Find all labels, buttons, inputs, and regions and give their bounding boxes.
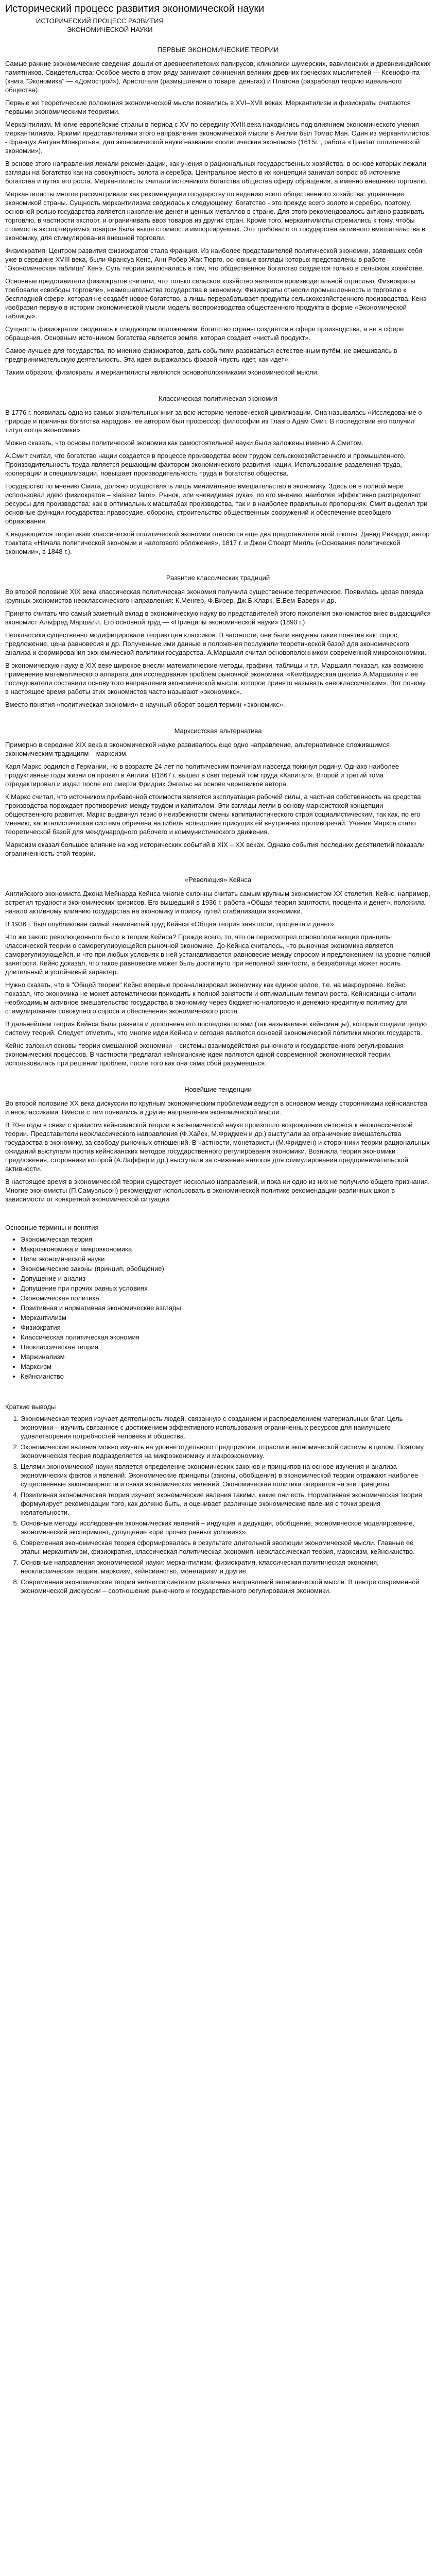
paragraph: А.Смит считал, что богатство нации создается в процессе производства всем трудом сельскохозяйственного и промышленного. Производительность труда является решающим фактором экономического развития нации. Использование разделения труда, кооперации и специализации, повышает производительность труда и богатство общества.: [5, 452, 406, 477]
list-item: • Позитивная и нормативная экономические взгляды: [21, 1303, 431, 1312]
paragraph: Английского экономиста Джона Мейнарда Кейнса многие склонны считать самым крупным экономистом XX столетия. Кейнс, например, встретил трудности экономических кризисов. Его вышедший в 1936 г. работа «Общая теория занятости, процента и денег», положила начало активному влиянию государства на экономику и поиску путей стабилизации экономики.: [5, 890, 430, 915]
section-classical-traditions: [5, 587, 431, 709]
list-item: • Неоклассическая теория: [21, 1343, 431, 1351]
page-subtitle-2: ЭКОНОМИЧЕСКОЙ НАУКИ: [67, 26, 153, 33]
list-item: • Допущение и анализ: [21, 1274, 431, 1283]
conclusions-heading: Краткие выводы: [5, 1403, 56, 1411]
paragraph: В настоящее время в экономической теории существует несколько направлений, и пока ни одно из них не получило общего признания. Многие экономисты (П.Самуэльсон) рекомендуют использовать в экономической политике рекомендации различных школ в зависимости от конкретной экономической ситуации.: [5, 1178, 430, 1203]
terms-list: [5, 1235, 431, 1381]
paragraph: Меркантилисты многое рассматривали как рекомендации государству по ведению всего общественного хозяйства: управление экономикой страны. Сущность меркантилизма сводилась к следующему: богатство - это прежде всего золото и серебро, поэтому, основной ролью государства является накопление денег и ценных металлов в стране. Для этого рекомендовалось активно развивать торговлю, в частности экспорт, и ограничивать ввоз товаров из других стран. Кроме того, меркантилисты стремились к тому, чтобы стоимость экспортируемых товаров была выше стоимости импортируемых. Это требовало от государства активного вмешательства в экономику, для стимулирования внешней торговли.: [5, 190, 426, 242]
paragraph: Кейнс заложил основы теории смешанной экономики – системы взаимодействия рыночного и государственного регулирования экономических процессов. В частности предлагал кейнсианские идеи являются одной современной экономической теории, использовалась при решении проблем, после того как она сама сбой разумеешься.: [5, 1042, 404, 1067]
paragraph: В основе этого направления лежали рекомендации, как учения о рациональных государственных хозяйства, в основе которых лежали взгляды на богатство как на совокупность золота и серебра. Центральное место в их концепции занимал вопрос об источнике богатства и путях его роста. Меркантилисты считали источником богатства общества сферу обращения, а именно внешнюю торговлю.: [5, 160, 428, 185]
terms-heading: Основные термины и понятия: [5, 1224, 99, 1231]
section-heading-recent-trends: Новейшие тенденции: [184, 1086, 252, 1093]
paragraph: Основные представители физиократов считали, что только сельское хозяйство является производительной отраслью. Физиократы требовали «свободы торговли», невмешательства государства в экономику. Физиократы отнесли промышленность и торговлю к бесплодной сфере, которая не создаёт новое богатство, а лишь перерабатывает продукты сельскохозяйственного производства. Кенэ изобразил первую в истории экономической мысли модель воспроизводства общественного продукта в форме «Экономической таблицы».: [5, 277, 427, 320]
section-marxism: [5, 740, 431, 858]
spacer: [5, 1208, 431, 1223]
list-item: 1. Экономическая теория изучает деятельность людей, связанную с созданием и распределением материальных благ. Цель экономики – изучить связанное с достижением эффективного использования ограниченных ресурсов для наилучшего удовлетворения потребностей человека и общества.: [21, 1414, 431, 1440]
section-heading-marxism: Марксистская альтернатива: [174, 727, 262, 735]
paragraph: Принято считать что самый заметный вклад в экономическую науку во представителей этого поколения экономистов внес выдающийся экономист Альфред Маршалл. Его основной труд — «Принципы экономической науки» (1890 г.): [5, 609, 431, 626]
section-heading-classical: Классическая политическая экономия: [159, 395, 277, 402]
list-item: 7. Основные направления экономической науки: меркантилизм, физиократия, классическая политическая экономия, неоклассическая теория, марксизм, кейнсианство, монетаризм и другие.: [21, 1558, 431, 1575]
paragraph: Вместо понятия «политическая экономия» в научный оборот вошел термин «экономикс».: [5, 701, 285, 708]
conclusions-list: [5, 1414, 431, 1595]
paragraph: К.Маркс считал, что источником прибавочной стоимости является эксплуатация рабочей силы, а частная собственность на средства производства порождает противоречия между трудом и капиталом. Эти взгляды легли в основу марксистской концепции общественного развития. Маркс выдвинул тезис о неизбежности смены капиталистического строя социалистическим, так как, по его мнению, капиталистическая система обречена на гибель вследствие присущих ей внутренних противоречий. Учение Маркса стало теоретической базой для международного рабочего и коммунистического движения.: [5, 793, 421, 836]
paragraph: Меркантилизм. Многие европейские страны в период с XV по середину XVIII века находились под влиянием экономического учения меркантилизма. Яркими представителями этого направления экономической мысли в Англии был Томас Ман. Один из меркантилистов - француз Антуан Монкретьен, дал экономической науке название «политическая экономия» (1615г. , работа «Трактат политической экономии»).: [5, 121, 429, 155]
list-item: • Физиократия: [21, 1323, 431, 1332]
paragraph: В 1776 г. появилась одна из самых значительных книг за всю историю человеческой цивилизации. Она называлась «Исследование о природе и причинах богатства народов», её автором был профессор философии из Глазго Адам Смит. В последствии его получил титул «отца экономики».: [5, 409, 422, 434]
paragraph: Марксизм оказал большое влияние на ход исторических событий в XIX – XX веках. Однако события последних десятилетий показали ограниченность этой теории.: [5, 841, 425, 857]
paragraph: В 70-е годы в связи с кризисом кейнсианской теории в экономической науке произошло возрождение интереса к неоклассической теории. Представители неоклассического направления (Ф.Хайек, М.Фридмен и др.) выступали за ограничение вмешательства государства в экономику, за свободу рыночных отношений. В частности, монетаристы (М.Фридмен) и сторонники теории рациональных ожиданий выступали против кейнсианских методов государственного регулирования экономики. Возникла теория экономики предложения, сторонники которой (А.Лаффер и др.) выступали за снижение налогов для стимулирования предпринимательской активности.: [5, 1121, 430, 1173]
list-item: 5. Основные методы исследования экономических явлений – индукция и дедукция, обобщение, экономическое моделирование, экономический эксперимент, допущение «при прочих равных условиях».: [21, 1519, 431, 1536]
section-heading-keynes: «Революция» Кейнса: [184, 876, 252, 884]
paragraph: В экономическую науку в XIX веке широкое внесли математические методы, графики, таблицы и т.п. Маршалл показал, как возможно применение математического аппарата для исследования проблем рыночной экономики. «Кембриджская школа» А.Маршалла и ее последователи составили основу того направления экономической мысли, которое принято называть «неоклассическим». Вот почему в настоящее время работы этих экономистов часто называют «экономикс».: [5, 662, 426, 696]
paragraph: К выдающимся теоретикам классической политической экономии относятся еще два представителя этой школы: Давид Рикардо, автор трактата «Начала политической экономии и налогового обложения», 1817 г. и Джон Стюарт Милль («Основания политической экономии», в 1848 г.).: [5, 530, 430, 555]
paragraph: Что же такого революционного было в теории Кейнса? Прежде всего, то, что он пересмотрел основополагающие принципы классической теории о саморегулирующейся рыночной экономике. До Кейнса считалось, что рыночная экономика является саморегулирующейся, и что при любых условиях в ней устанавливается равновесие между спросом и предложением на уровне полной занятости. Кейнс доказал, что такое равновесие может быть достигнуто при неполной занятости, а безработица может носить длительный и устойчивый характер.: [5, 933, 431, 976]
section-heading-classical-traditions: Развитие классических традиций: [166, 574, 270, 582]
paragraph: В 1936 г. был опубликован самый знаменитый труд Кейнса «Общая теория занятости, процента и денег».: [5, 920, 336, 928]
paragraph: Самое лучшее для государства, по мнению физиократов, дать событиям развиваться естественным путём, не вмешиваясь в предпринимательскую деятельность. Эта идея выражалась фразой «пусть идет, как идет».: [5, 347, 397, 363]
paragraph: Во второй половине XIX века классическая политическая экономия получила существенное теоретическое. Появилась целая плеяда крупных экономистов неоклассического направления: К.Менгер, Ф.Визер, Дж.Б.Кларк, Е.Бем-Баверк и др.: [5, 588, 424, 604]
section-classical: [5, 408, 431, 556]
list-item: • Макроэкономика и микроэкономика: [21, 1245, 431, 1253]
section-recent-trends: [5, 1099, 431, 1204]
list-item: • Кейнсианство: [21, 1372, 431, 1381]
list-item: 8. Современная экономическая теория является синтезом различных направлений экономической мысли. В центре современной экономической дискуссии – соотношение рыночного и государственного регулирования экономики.: [21, 1578, 431, 1595]
list-item: • Цели экономической науки: [21, 1255, 431, 1263]
list-item: • Допущение при прочих равных условиях: [21, 1284, 431, 1293]
paragraph: Неоклассики существенно модифицировали теорию цен классиков. В частности, они были введены такие понятия как: спрос, предложение, цена равновесия и др. Полученные ими данные и положения послужили теоретической базой для экономического анализа и формирования экономической политики государства. А.Маршалл считал основоположником современной микроэкономики.: [5, 631, 426, 656]
list-item: • Экономическая теория: [21, 1235, 431, 1244]
paragraph: Карл Маркс родился в Германии, но в возрасте 24 лет по политическим причинам навсегда покинул родину. Однако наиболее продуктивные годы жизни он провел в Англии. В1867 г. вышел в свет первый том труда «Капитал». Второй и третий тома отредактировал и издал после его смерти Фридрих Энгельс на основе черновиков автора.: [5, 762, 399, 788]
list-item: 3. Целями экономической науки является определение экономических законов и принципов на основе изучения и анализа экономических фактов и явлений. Экономические принципы (законы, обобщения) в экономической теории отражают наиболее существенные закономерности и связи экономических явлений. Экономическая политика опирается на эти принципы.: [21, 1462, 431, 1488]
paragraph: Таким образом, физиократы и меркантилисты являются основоположниками экономической мысли.: [5, 368, 319, 376]
section-heading-first-theories: ПЕРВЫЕ ЭКОНОМИЧЕСКИЕ ТЕОРИИ: [157, 46, 279, 54]
list-item: 2. Экономические явления можно изучать на уровне отдельного предприятия, отрасли и экономической системы в целом. Поэтому экономическая теория подразделяется на микроэкономику и макроэкономику.: [21, 1443, 431, 1460]
paragraph: Примерно в середине XIX века в экономической науке развивалось еще одно направление, альтернативное сложившимся экономическим традициям – марксизм.: [5, 741, 390, 757]
list-item: 4. Позитивная экономическая теория изучает экономические явления такими, какие они есть. Нормативная экономическая теория формулирует рекомендации того, как должно быть, и оценивает различные экономические явления с точки зрения желательности.: [21, 1490, 431, 1517]
paragraph: В дальнейшем теория Кейнса была развита и дополнена его последователями (так называемые кейнсианцы), которые создали целую систему теорий. Следует отметить, что многие идеи Кейнса и сегодня являются основой экономической политики многих государств.: [5, 1020, 427, 1037]
paragraph: Сущность физиократии сводилась к следующим положениям: богатство страны создаётся в сфере производства, а не в сфере обращения. Основным источником богатства является земля, которая создает «чистый продукт».: [5, 325, 404, 342]
paragraph: Государство по мнению Смита, должно осуществлять лишь минимальное вмешательство в экономику. Здесь он в полной мере использовал идею физиократов – «laissez faire». Рынок, или «невидимая рука», по его мнению, наиболее эффективно распределяет ресурсы для производства: как в оптимальных масштабах производства, так и в наиболее правильных пропорциях. Смит выделил три основные функции государства: правосудие, оборона, строительство общественных сооружений и обеспечение всеобщего образования.: [5, 482, 428, 525]
section-first-theories: [5, 59, 431, 377]
spacer: [5, 1387, 431, 1402]
paragraph: Во второй половине XX века дискуссии по крупным экономическим проблемам ведутся в основном между сторонниками кейнсианства и неоклассиками. Вместе с тем появились и другие направления экономической мысли.: [5, 1099, 427, 1116]
list-item: • Экономическая политика: [21, 1294, 431, 1302]
list-item: • Маржинализм: [21, 1352, 431, 1361]
paragraph: Первые же теоретические положения экономической мысли появились в XVI–XVII веках. Меркантилизм и физиократы считаются первыми экономическими теориями.: [5, 99, 411, 115]
list-item: 6. Современная экономическая теория сформировалась в результате длительной эволюции экономической мысли. Главные её этапы: меркантилизм, физиократия, классическая политическая экономия, неоклассическая теория, марксизм, кейнсианство.: [21, 1538, 431, 1556]
paragraph: Нужно сказать, что в "Общей теории" Кейнс впервые проанализировал экономику как единое целое, т.е. на макроуровне. Кейнс показал, что экономика не может автоматически приходить к полной занятости и оптимальным темпам роста. Кейнсианцы считали необходимым активное вмешательство государства в экономику через бюджетно-налоговую и денежно-кредитную политику для стимулирования совокупного спроса и обеспечения экономического роста.: [5, 981, 416, 1015]
list-item: • Экономические законы (принцип, обобщение): [21, 1264, 431, 1273]
list-item: • Меркантилизм: [21, 1313, 431, 1322]
page-subtitle-1: ИСТОРИЧЕСКИЙ ПРОЦЕСС РАЗВИТИЯ: [36, 17, 164, 25]
paragraph: Физиократия. Центром развития физиократов стала Франция. Из наиболее представителей политической экономии, заявивших себя уже в середине XVIII века, были Франсуа Кенэ, Анн Робер Жак Тюрго, основные взгляды которых представлены в работе "Экономическая таблица" Кенэ. Суть теории заключалась в том, что общественное богатство создаётся только в сельском хозяйстве.: [5, 247, 424, 272]
section-keynes: [5, 889, 431, 1067]
list-item: • Марксизм: [21, 1362, 431, 1371]
paragraph: Самые ранние экономические сведения дошли от древнеегипетских папирусов, клинописи шумерских, вавилонских и древнеиндийских памятников. Свидетельства: Особое место в этом ряду занимают сочинения великих древних греческих мыслителей — Ксенофонта (книга "Экономика" — «Домострой»), Аристотеля (размышления о товаре, деньгах) и Платона (разработал теорию идеального общества).: [5, 60, 431, 94]
page-title: Исторический процесс развития экономической науки: [5, 3, 265, 14]
paragraph: Можно сказать, что основы политической экономии как самостоятельной науки были заложены именно А.Смитом.: [5, 439, 364, 447]
list-item: • Классическая политическая экономия: [21, 1333, 431, 1342]
